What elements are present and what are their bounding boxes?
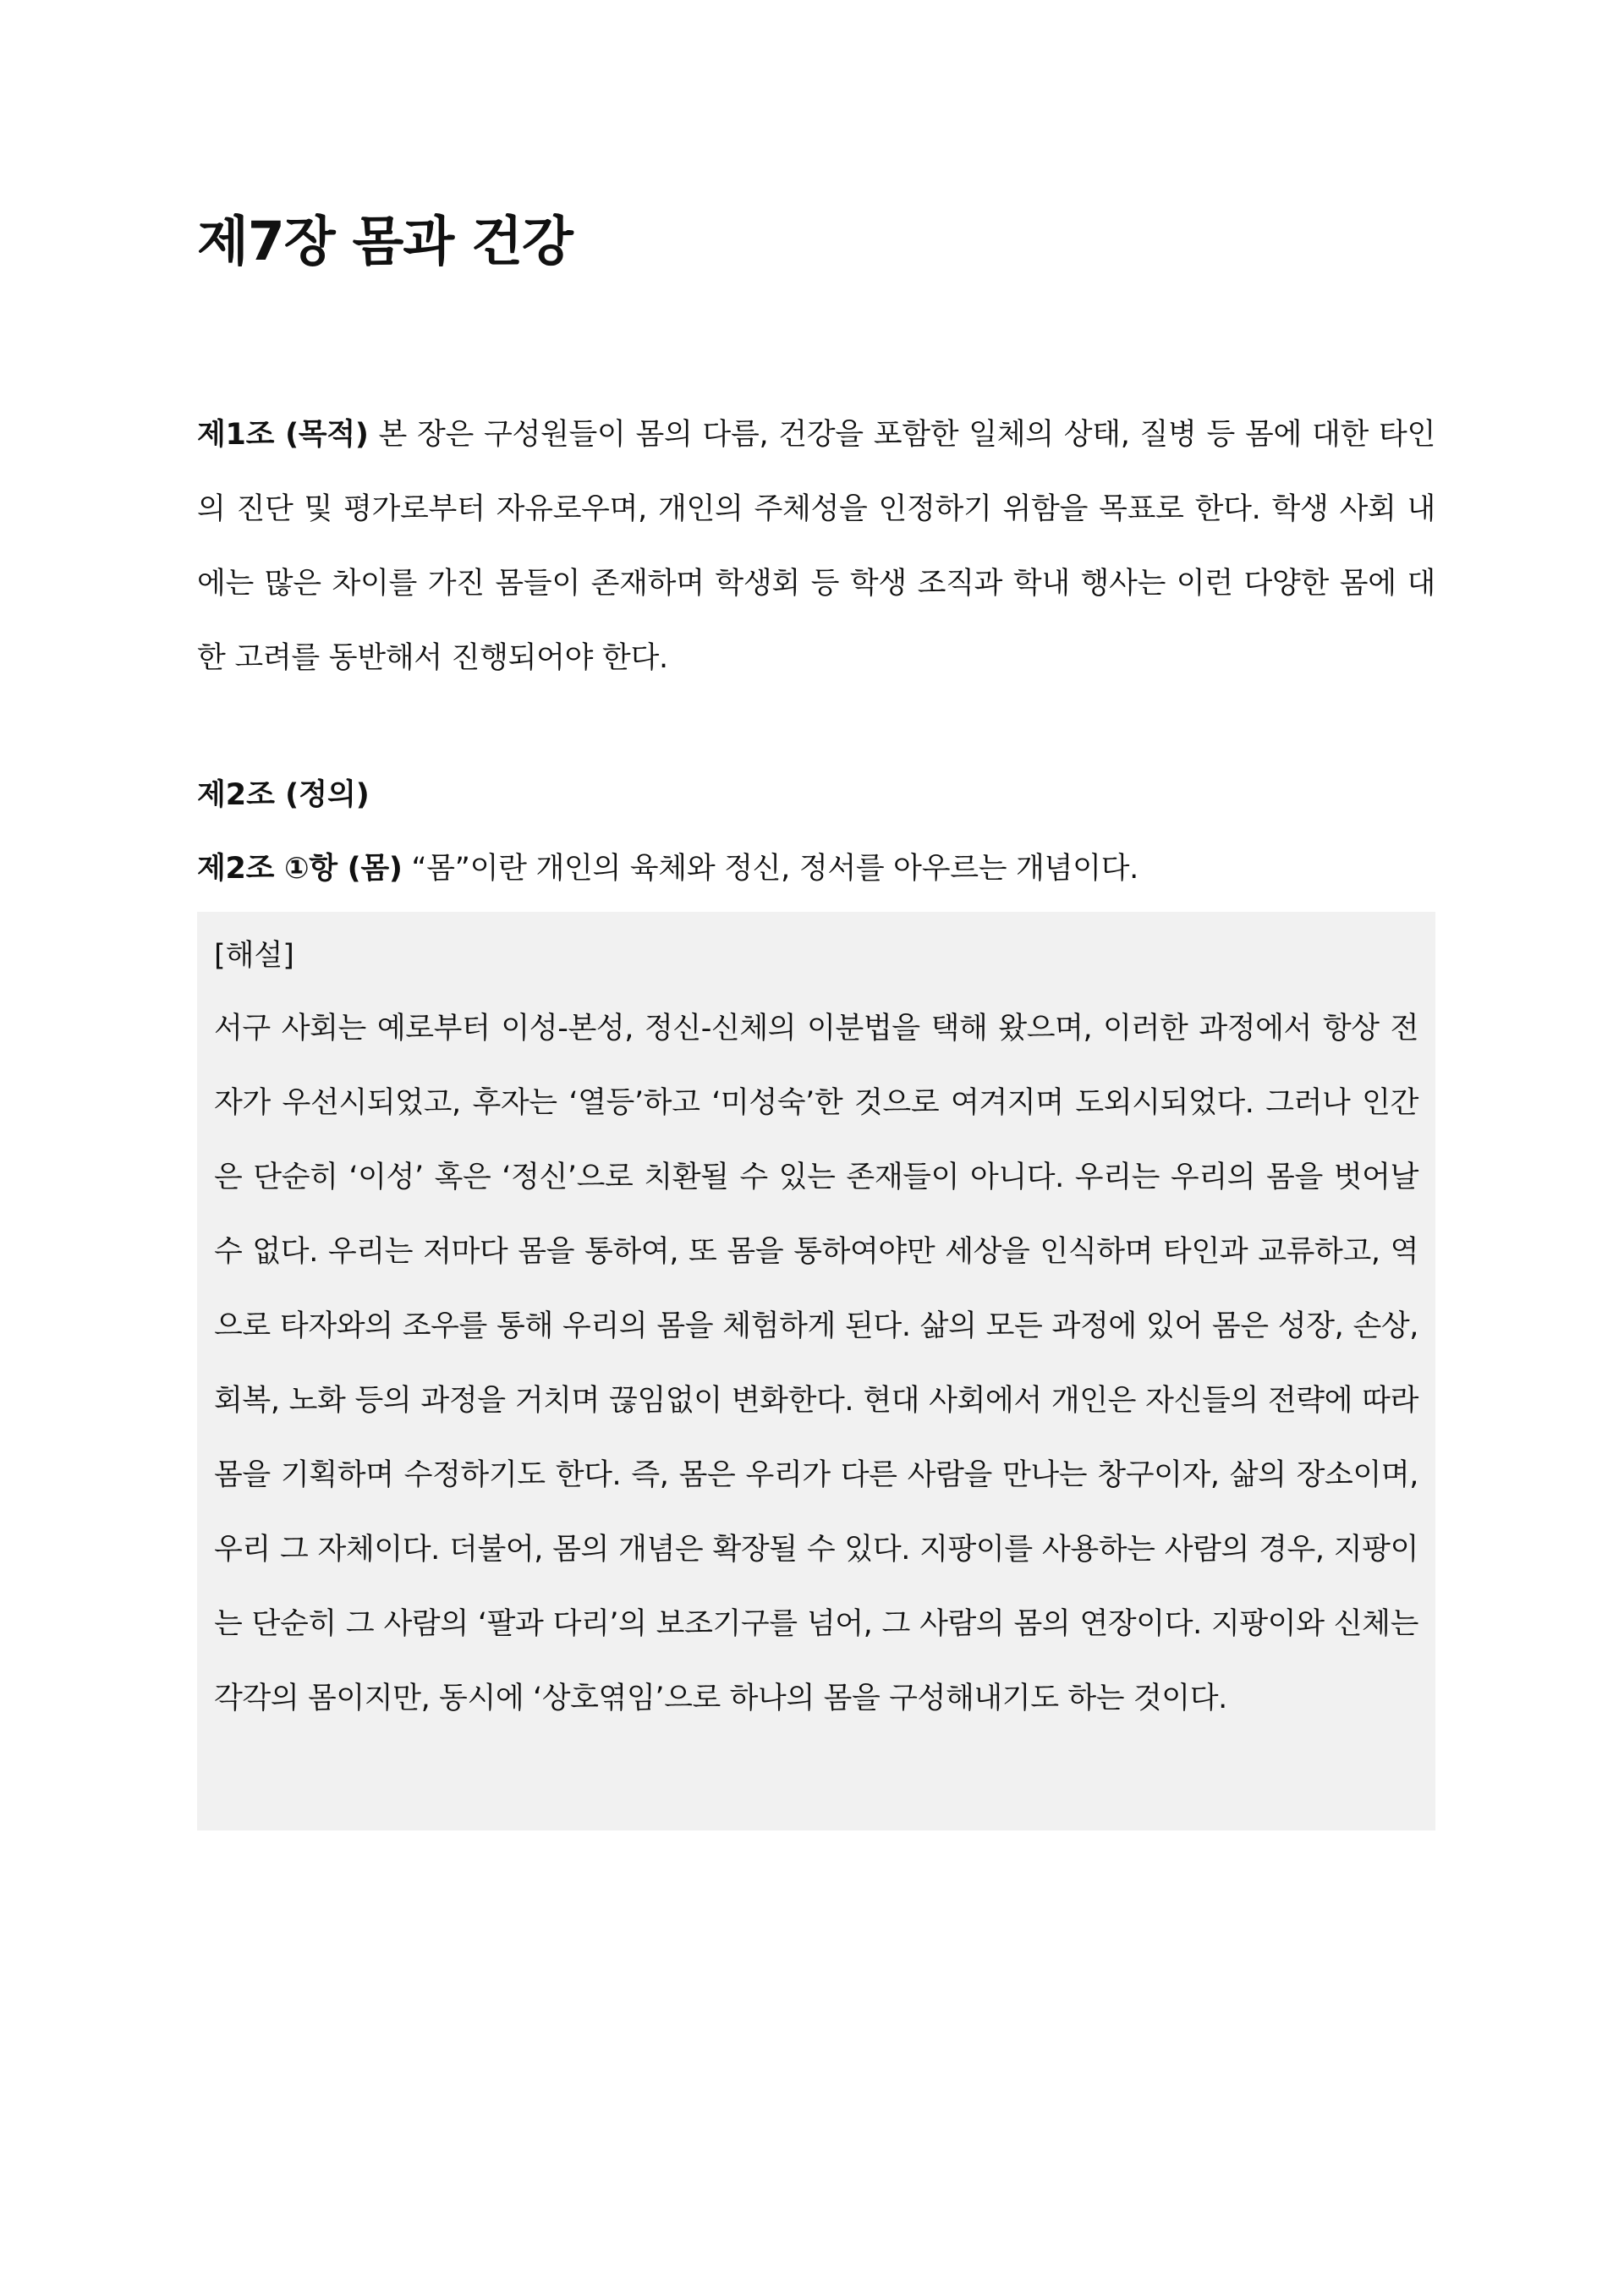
- commentary-box: [197, 912, 1435, 1830]
- article-2-clause-1: [197, 843, 1138, 894]
- commentary-label: [해설]: [214, 939, 294, 973]
- article-2-clause-1-label: 제2조 ①항 (몸): [197, 852, 403, 886]
- article-2-heading: 제2조 (정의): [197, 778, 370, 812]
- article-2-clause-1-text: “몸”이란 개인의 육체와 정신, 정서를 아우르는 개념이다.: [402, 852, 1138, 886]
- article-1-paragraph: [197, 398, 1435, 695]
- chapter-title: 제7장 몸과 건강: [197, 211, 573, 272]
- commentary-text: 서구 사회는 예로부터 이성-본성, 정신-신체의 이분법을 택해 왔으며, 이러한 과정에서 항상 전자가 우선시되었고, 후자는 ‘열등’하고 ‘미성숙’한 것으로 여겨지며 도외시되었다. 그러나 인간은 단순히 ‘이성’ 혹은 ‘정신’으로 치환될 수 있는 존재들이 아니다. 우리는 우리의 몸을 벗어날 수 없다. 우리는 저마다 몸을 통하여, 또 몸을 통하여야만 세상을 인식하며 타인과 교류하고, 역으로 타자와의 조우를 통해 우리의 몸을 체험하게 된다. 삶의 모든 과정에 있어 몸은 성장, 손상, 회복, 노화 등의 과정을 거치며 끊임없이 변화한다. 현대 사회에서 개인은 자신들의 전략에 따라 몸을 기획하며 수정하기도 한다. 즉, 몸은 우리가 다른 사람을 만나는 창구이자, 삶의 장소이며, 우리 그 자체이다. 더불어, 몸의 개념은 확장될 수 있다. 지팡이를 사용하는 사람의 경우, 지팡이는 단순히 그 사람의 ‘팔과 다리’의 보조기구를 넘어, 그 사람의 몸의 연장이다. 지팡이와 신체는 각각의 몸이지만, 동시에 ‘상호엮임’으로 하나의 몸을 구성해내기도 하는 것이다.: [214, 1012, 1418, 1715]
- article-1-text: 본 장은 구성원들이 몸의 다름, 건강을 포함한 일체의 상태, 질병 등 몸에 대한 타인의 진단 및 평가로부터 자유로우며, 개인의 주체성을 인정하기 위함을 목표로 한다. 학생 사회 내에는 많은 차이를 가진 몸들이 존재하며 학생회 등 학생 조직과 학내 행사는 이런 다양한 몸에 대한 고려를 동반해서 진행되어야 한다.: [197, 418, 1435, 675]
- article-1-label: 제1조 (목적): [197, 418, 369, 452]
